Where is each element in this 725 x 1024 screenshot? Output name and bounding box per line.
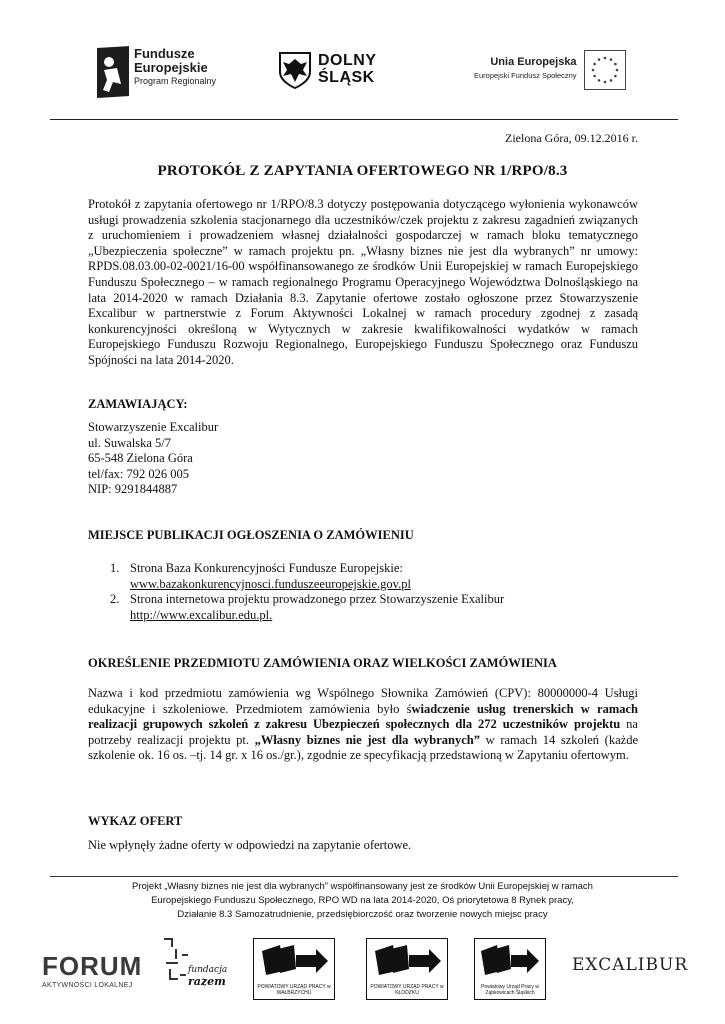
pup-zabkowice-caption: Powiatowy Urząd Pracy w Ząbkowicach Śląskich xyxy=(481,984,539,996)
zamawiajacy-heading: ZAMAWIAJĄCY: xyxy=(88,397,188,411)
org-street: ul. Suwalska 5/7 xyxy=(88,435,171,450)
przedmiot-text-2: na potrzeby realizacji projektu pt. xyxy=(88,717,638,747)
document-date: Zielona Góra, 09.12.2016 r. xyxy=(505,131,638,145)
fundacja-razem-logo xyxy=(160,935,230,995)
excalibur-logo: EXCALIBUR xyxy=(572,955,689,975)
footer-line2: Europejskiego Funduszu Społecznego, RPO WD na lata 2014-2020, Oś priorytetowa 8 Rynek pracy, xyxy=(151,895,574,906)
org-city: 65-548 Zielona Góra xyxy=(88,451,193,466)
footer-line3: Działanie 8.3 Samozatrudnienie, przedsiębiorczość oraz tworzenie nowych miejsc pracy xyxy=(177,909,548,920)
ds-line1: DOLNY xyxy=(318,52,377,69)
intro-paragraph: Protokół z zapytania ofertowego nr 1/RPO/8.3 dotyczy postępowania dotyczącego wyłonienia wykonawców usługi prowadzenia szkolenia stacjonarnego dla uczestników/czek projektu z zakresu zagadnień związanych z uruchomieniem i prowadzeniem własnej działalności gospodarczej w ramach bloku tematycznego „Ubezpieczenia społeczne” w ramach projektu pn. „Własny biznes nie jest dla wybranych” nr umowy: RPDS.08.03.00-02-0021/16-00 współfinansowanego ze środków Unii Europejskiej w ramach Europejskiego Funduszu Społecznego – w ramach regionalnego Programu Operacyjnego Województwa Dolnośląskiego na lata 2014-2020 w ramach Działania 8.3. Zapytanie ofertowe zostało ogłoszone przez Stowarzyszenie Excalibur w partnerstwie z Forum Aktywności Lokalnej w ramach procedury zgodnej z zasadą konkurencyjności określoną w Wytycznych w zakresie kwalifikowalności wydatków w ramach Europejskiego Funduszu Rozwoju Regionalnego, Europejskiego Funduszu Społecznego oraz Funduszu Spójności na lata 2014-2020. xyxy=(88,197,638,367)
przedmiot-text-3: w ramach 14 szkoleń (każde szkolenie ok. 16 os. –tj. 14 gr. x 16 os./gr.), zgodnie ze specyfikacją przedstawioną w Zapytaniu ofertowym. xyxy=(88,732,638,763)
pup-klodzko-caption: POWIATOWY URZĄD PRACY w KŁODZKU xyxy=(370,984,444,996)
razem-line1: fundacja xyxy=(188,965,228,975)
footer-divider xyxy=(50,876,678,877)
pup-walbrzych-logo xyxy=(253,938,335,1000)
ue-line2: Europejski Fundusz Społeczny xyxy=(474,71,577,80)
list-text: Strona internetowa projektu prowadzonego przez Stowarzyszenie Exalibur xyxy=(130,592,505,607)
org-nip: NIP: 9291844887 xyxy=(88,482,178,497)
fe-line1: Fundusze xyxy=(134,46,195,61)
wykaz-heading: WYKAZ OFERT xyxy=(88,814,183,828)
forum-logo-big: FORUM xyxy=(42,951,143,981)
publication-list xyxy=(110,561,630,623)
miejsce-heading: MIEJSCE PUBLIKACJI OGŁOSZENIA O ZAMÓWIENIU xyxy=(88,528,414,542)
org-name: Stowarzyszenie Excalibur xyxy=(88,420,219,434)
fundusze-europejskie-text xyxy=(134,47,216,87)
unia-europejska-text xyxy=(474,56,577,80)
header-divider xyxy=(50,119,678,120)
wykaz-text: Nie wpłynęły żadne oferty w odpowiedzi na zapytanie ofertowe. xyxy=(88,838,412,852)
list-number: 1. xyxy=(110,561,120,575)
fundacja-razem-figure-icon xyxy=(160,935,190,990)
eu-flag-icon xyxy=(584,50,626,90)
org-tel: tel/fax: 792 026 005 xyxy=(88,466,190,481)
pup-zabkowice-icon xyxy=(475,939,545,983)
pup-zabkowice-logo xyxy=(474,938,546,1000)
ue-line1: Unia Europejska xyxy=(490,56,577,68)
pup-klodzko-icon xyxy=(367,939,447,983)
pup-klodzko-logo xyxy=(366,938,448,1000)
przedmiot-bold-1: wiadczenie usług trenerskich w ramach realizacji grupowych szkoleń z zakresu Ubezpieczeń społecznych dla 272 uczestników projektu xyxy=(88,701,639,732)
fundusze-europejskie-logo-icon xyxy=(95,44,131,100)
przedmiot-text-1: Nazwa i kod przedmiotu zamówienia wg Wspólnego Słownika Zamówień (CPV): 80000000-4 Usługi edukacyjne i szkoleniowe. Przedmiotem zamówienia było ś xyxy=(88,686,638,716)
footer-text xyxy=(0,880,725,922)
razem-line2: razem xyxy=(188,975,226,988)
przedmiot-paragraph xyxy=(88,686,638,764)
baza-link[interactable]: www.bazakonkurencyjnosci.funduszeeuropejskie.gov.pl xyxy=(130,576,411,591)
document-title: PROTOKÓŁ Z ZAPYTANIA OFERTOWEGO NR 1/RPO/8.3 xyxy=(157,163,568,179)
dolny-slask-text xyxy=(318,52,377,86)
forum-logo xyxy=(42,951,142,989)
fe-line3: Program Regionalny xyxy=(134,76,217,86)
list-text: Strona Baza Konkurencyjności Fundusze Europejskie: xyxy=(130,561,403,575)
ds-line2: ŚLĄSK xyxy=(318,69,375,86)
list-item xyxy=(110,561,630,592)
zamawiajacy-address xyxy=(88,420,218,498)
fe-line2: Europejskie xyxy=(134,60,208,75)
przedmiot-heading: OKREŚLENIE PRZEDMIOTU ZAMÓWIENIA ORAZ WIELKOŚCI ZAMÓWIENIA xyxy=(88,656,557,670)
footer-line1: Projekt „Własny biznes nie jest dla wybranych” współfinansowany jest ze środków Unii Europejskiej w ramach xyxy=(132,881,593,892)
list-number: 2. xyxy=(110,592,120,607)
forum-logo-small: AKTYWNOŚCI LOKALNEJ xyxy=(42,982,133,989)
excalibur-link[interactable]: http://www.excalibur.edu.pl. xyxy=(130,607,273,622)
pup-walbrzych-icon xyxy=(254,939,334,983)
pup-walbrzych-caption: POWIATOWY URZĄD PRACY w WAŁBRZYCHU xyxy=(257,984,331,996)
list-item xyxy=(110,592,630,623)
przedmiot-bold-2: „Własny biznes nie jest dla wybranych” xyxy=(254,732,481,747)
dolny-slask-eagle-icon xyxy=(277,50,313,90)
